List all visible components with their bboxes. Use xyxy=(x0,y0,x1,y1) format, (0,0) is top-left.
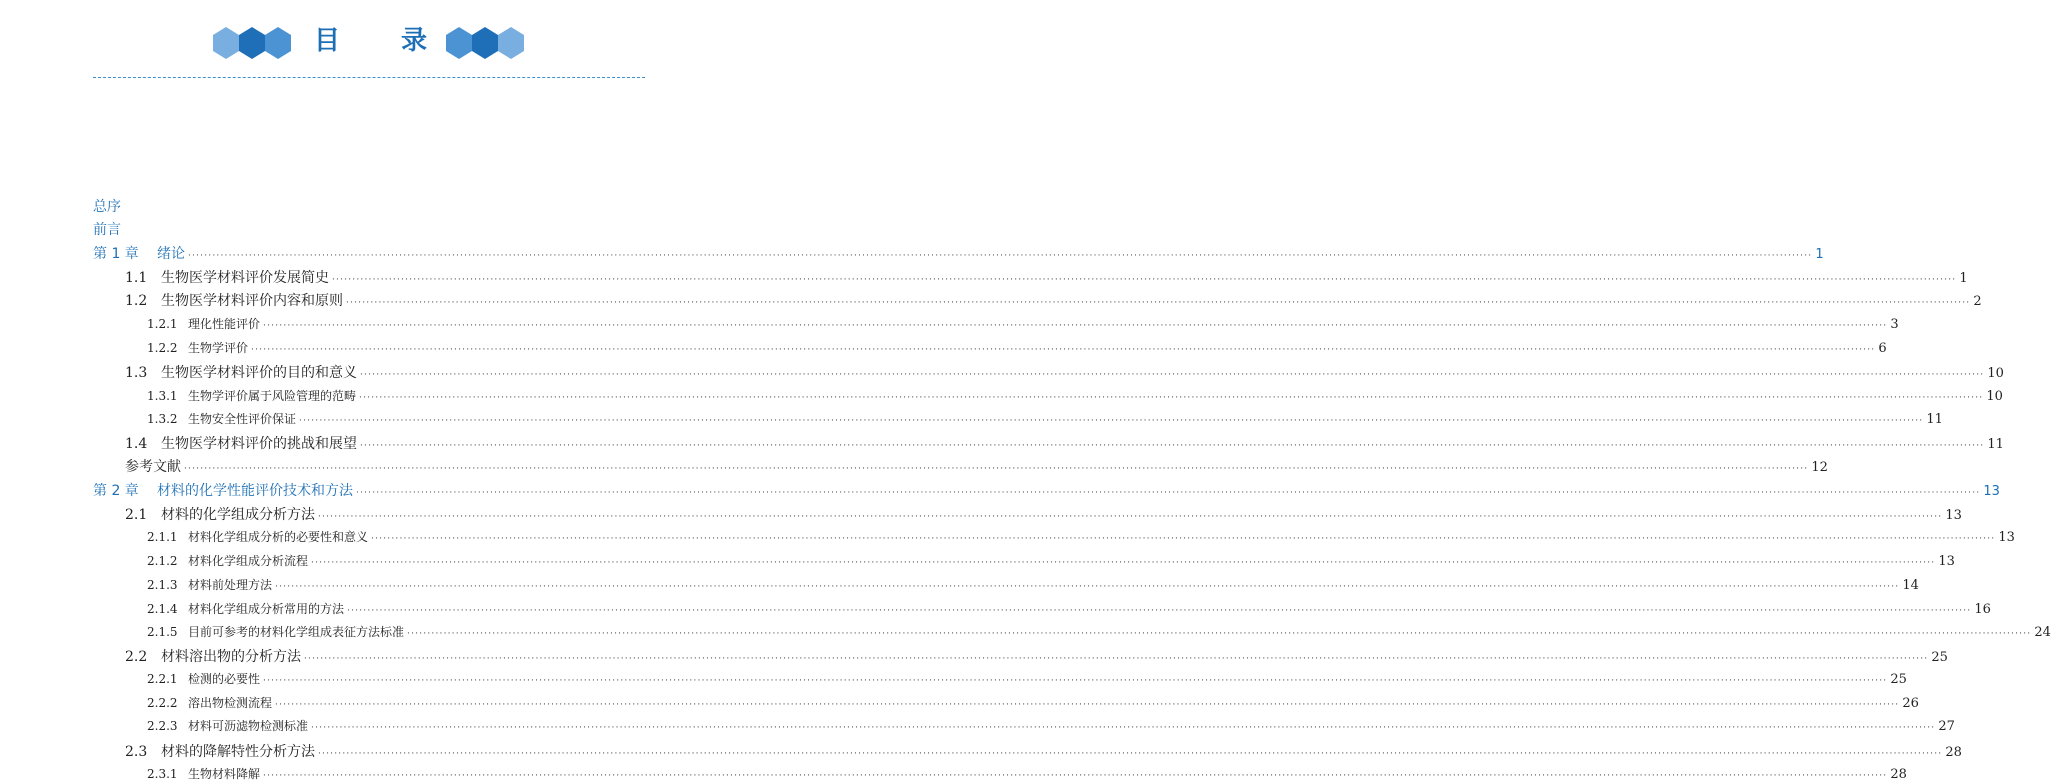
toc-entry-number: 2.2.2 xyxy=(147,696,178,710)
toc-entry-number: 1.1 xyxy=(125,270,148,286)
toc-entry-title: 材料前处理方法 xyxy=(188,578,273,592)
toc-entry-title: 材料可沥滤物检测标准 xyxy=(188,719,309,733)
toc-entry-number: 2.1.4 xyxy=(147,602,178,616)
toc-entry[interactable] xyxy=(147,623,2051,640)
toc-entry[interactable] xyxy=(147,410,1943,427)
toc-entry[interactable] xyxy=(147,528,2015,545)
toc-entry[interactable] xyxy=(93,480,2000,500)
toc-leader-dots: ················································································································································································································································································································································································································ xyxy=(346,298,1971,308)
toc-entry[interactable] xyxy=(125,456,1828,476)
toc-entry-number: 第 1 章 xyxy=(93,246,139,262)
toc-entry-page: 28 xyxy=(1890,767,1907,782)
toc-entry-number: 2.3 xyxy=(125,744,148,760)
toc-entry-page: 27 xyxy=(1938,719,1955,734)
toc-entry[interactable] xyxy=(93,219,645,239)
toc-entry-page: 10 xyxy=(1987,366,2004,381)
toc-leader-dots: ················································································································································································································································································································································································································ xyxy=(371,534,1996,544)
toc-leader-dots: ················································································································································································································································································································································································································ xyxy=(263,321,1888,331)
toc-leader-dots: ················································································································································································································································································································································································································ xyxy=(356,488,1981,498)
header-divider xyxy=(93,77,645,78)
toc-entry-page: 12 xyxy=(1811,460,1828,475)
hexagon-cluster-left-icon xyxy=(212,26,292,60)
toc-entry-number: 2.2 xyxy=(125,649,148,665)
toc-entry-page: 26 xyxy=(1902,696,1919,711)
toc-entry-title: 材料的化学组成分析方法 xyxy=(161,507,315,523)
toc-entry-title: 生物安全性评价保证 xyxy=(188,412,297,426)
toc-entry-title: 检测的必要性 xyxy=(188,672,261,686)
toc-entry-title: 理化性能评价 xyxy=(188,317,261,331)
toc-leader-dots: ················································································································································································································································································································································································································ xyxy=(184,464,1809,474)
toc-leader-dots: ················································································································································································································································································································································································································ xyxy=(347,606,1972,616)
toc-entry-page: 25 xyxy=(1931,650,1948,665)
toc-entry-number: 1.4 xyxy=(125,436,148,452)
toc-entry-number: 2.1.2 xyxy=(147,554,178,568)
toc-entry-number: 2.1.3 xyxy=(147,578,178,592)
toc-leader-dots: ················································································································································································································································································································································································································ xyxy=(360,441,1985,451)
toc-entry-page: 11 xyxy=(1926,412,1943,427)
toc-leader-dots: ················································································································································································································································································································································································································ xyxy=(188,251,1813,261)
toc-leader-dots: ················································································································································································································································································································································································································ xyxy=(275,700,1900,710)
toc-entry-number: 总序 xyxy=(93,199,121,215)
toc-leader-dots: ················································································································································································································································································································································································································ xyxy=(251,345,1876,355)
toc-entry[interactable] xyxy=(147,315,1899,332)
toc-entry-number: 参考文献 xyxy=(125,459,181,475)
toc-leader-dots: ················································································································································································································································································································································································································ xyxy=(299,416,1924,426)
toc-entry-page: 1 xyxy=(1959,271,1968,286)
toc-entry[interactable] xyxy=(125,646,1948,666)
toc-entry-title: 材料的化学性能评价技术和方法 xyxy=(157,483,353,499)
toc-entry[interactable] xyxy=(147,600,1991,617)
toc-entry-number: 2.1.5 xyxy=(147,625,178,639)
toc-leader-dots: ················································································································································································································································································································································································································ xyxy=(332,275,1957,285)
toc-leader-dots: ················································································································································································································································································································································································································ xyxy=(360,370,1985,380)
toc-entry[interactable] xyxy=(147,670,1907,687)
toc-entry-title: 生物医学材料评价发展简史 xyxy=(161,270,329,286)
toc-leader-dots: ················································································································································································································································································································································································································ xyxy=(311,558,1936,568)
toc-entry[interactable] xyxy=(93,196,645,216)
toc-entry-page: 13 xyxy=(1983,484,2000,499)
page-title-char-2: 录 xyxy=(401,26,428,56)
page-title-char-1: 目 xyxy=(314,26,341,56)
toc-entry-number: 2.1 xyxy=(125,507,148,523)
toc-entry-number: 1.2 xyxy=(125,293,148,309)
toc-leader-dots: ················································································································································································································································································································································································································ xyxy=(263,771,1888,781)
toc-entry-page: 13 xyxy=(1945,508,1962,523)
toc-entry-title: 材料化学组成分析常用的方法 xyxy=(188,602,345,616)
toc-entry-page: 11 xyxy=(1987,437,2004,452)
toc-entry[interactable] xyxy=(125,290,1982,310)
toc-leader-dots: ················································································································································································································································································································································································································ xyxy=(275,582,1900,592)
toc-entry-page: 24 xyxy=(2034,625,2051,640)
toc-header xyxy=(0,22,739,66)
toc-entry-number: 第 2 章 xyxy=(93,483,139,499)
toc-entry[interactable] xyxy=(147,576,1919,593)
toc-entry-title: 材料化学组成分析流程 xyxy=(188,554,309,568)
toc-entry[interactable] xyxy=(125,267,1968,287)
toc-entry-number: 2.1.1 xyxy=(147,530,178,544)
toc-leader-dots: ················································································································································································································································································································································································································ xyxy=(263,676,1888,686)
toc-leader-dots: ················································································································································································································································································································································································································ xyxy=(311,723,1936,733)
toc-entry[interactable] xyxy=(125,433,2004,453)
toc-leader-dots: ················································································································································································································································································································································································································ xyxy=(359,393,1984,403)
toc-entry-title: 材料的降解特性分析方法 xyxy=(161,744,315,760)
toc-entry-page: 13 xyxy=(1998,530,2015,545)
toc-entry-title: 目前可参考的材料化学组成表征方法标准 xyxy=(188,625,405,639)
toc-entry-page: 10 xyxy=(1986,389,2003,404)
toc-entry-page: 16 xyxy=(1974,602,1991,617)
toc-leader-dots: ················································································································································································································································································································································································································ xyxy=(304,654,1929,664)
toc-entry[interactable] xyxy=(147,765,1907,782)
toc-entry[interactable] xyxy=(147,694,1919,711)
toc-entry-title: 生物医学材料评价的挑战和展望 xyxy=(161,436,357,452)
toc-entry-number: 1.2.1 xyxy=(147,317,178,331)
toc-entry-page: 28 xyxy=(1945,745,1962,760)
toc-entry-number: 前言 xyxy=(93,222,121,238)
toc-leader-dots: ················································································································································································································································································································································································································ xyxy=(407,629,2032,639)
toc-entry-title: 材料溶出物的分析方法 xyxy=(161,649,301,665)
toc-entry-title: 溶出物检测流程 xyxy=(188,696,273,710)
toc-entry[interactable] xyxy=(147,339,1887,356)
toc-entry-title: 生物学评价 xyxy=(188,341,249,355)
hexagon-cluster-right-icon xyxy=(445,26,525,60)
toc-entry-number: 2.2.1 xyxy=(147,672,178,686)
toc-entry-page: 2 xyxy=(1973,294,1982,309)
toc-entry[interactable] xyxy=(147,717,1955,734)
toc-entry-number: 1.3.2 xyxy=(147,412,178,426)
toc-entry-title: 材料化学组成分析的必要性和意义 xyxy=(188,530,369,544)
toc-leader-dots: ················································································································································································································································································································································································································ xyxy=(318,512,1943,522)
toc-entry[interactable] xyxy=(93,243,1824,263)
toc-entry[interactable] xyxy=(125,504,1962,524)
toc-entry[interactable] xyxy=(125,362,2004,382)
toc-entry[interactable] xyxy=(125,741,1962,761)
toc-entry-number: 2.3.1 xyxy=(147,767,178,781)
toc-entry-page: 14 xyxy=(1902,578,1919,593)
toc-entry-title: 生物医学材料评价的目的和意义 xyxy=(161,365,357,381)
toc-entry-number: 2.2.3 xyxy=(147,719,178,733)
toc-entry-title: 绪论 xyxy=(157,246,185,262)
toc-entry-page: 3 xyxy=(1890,317,1899,332)
toc-entry-title: 生物医学材料评价内容和原则 xyxy=(161,293,343,309)
toc-entry-page: 13 xyxy=(1938,554,1955,569)
toc-entry-page: 1 xyxy=(1815,247,1824,262)
toc-entry-page: 25 xyxy=(1890,672,1907,687)
toc-entry-number: 1.3.1 xyxy=(147,389,178,403)
toc-entry-number: 1.3 xyxy=(125,365,148,381)
toc-entry[interactable] xyxy=(147,552,1955,569)
toc-entry-title: 生物学评价属于风险管理的范畴 xyxy=(188,389,357,403)
toc-leader-dots: ················································································································································································································································································································································································································ xyxy=(318,749,1943,759)
toc-entry-number: 1.2.2 xyxy=(147,341,178,355)
toc-entry-page: 6 xyxy=(1878,341,1887,356)
toc-entry-title: 生物材料降解 xyxy=(188,767,261,781)
toc-entry[interactable] xyxy=(147,387,2003,404)
